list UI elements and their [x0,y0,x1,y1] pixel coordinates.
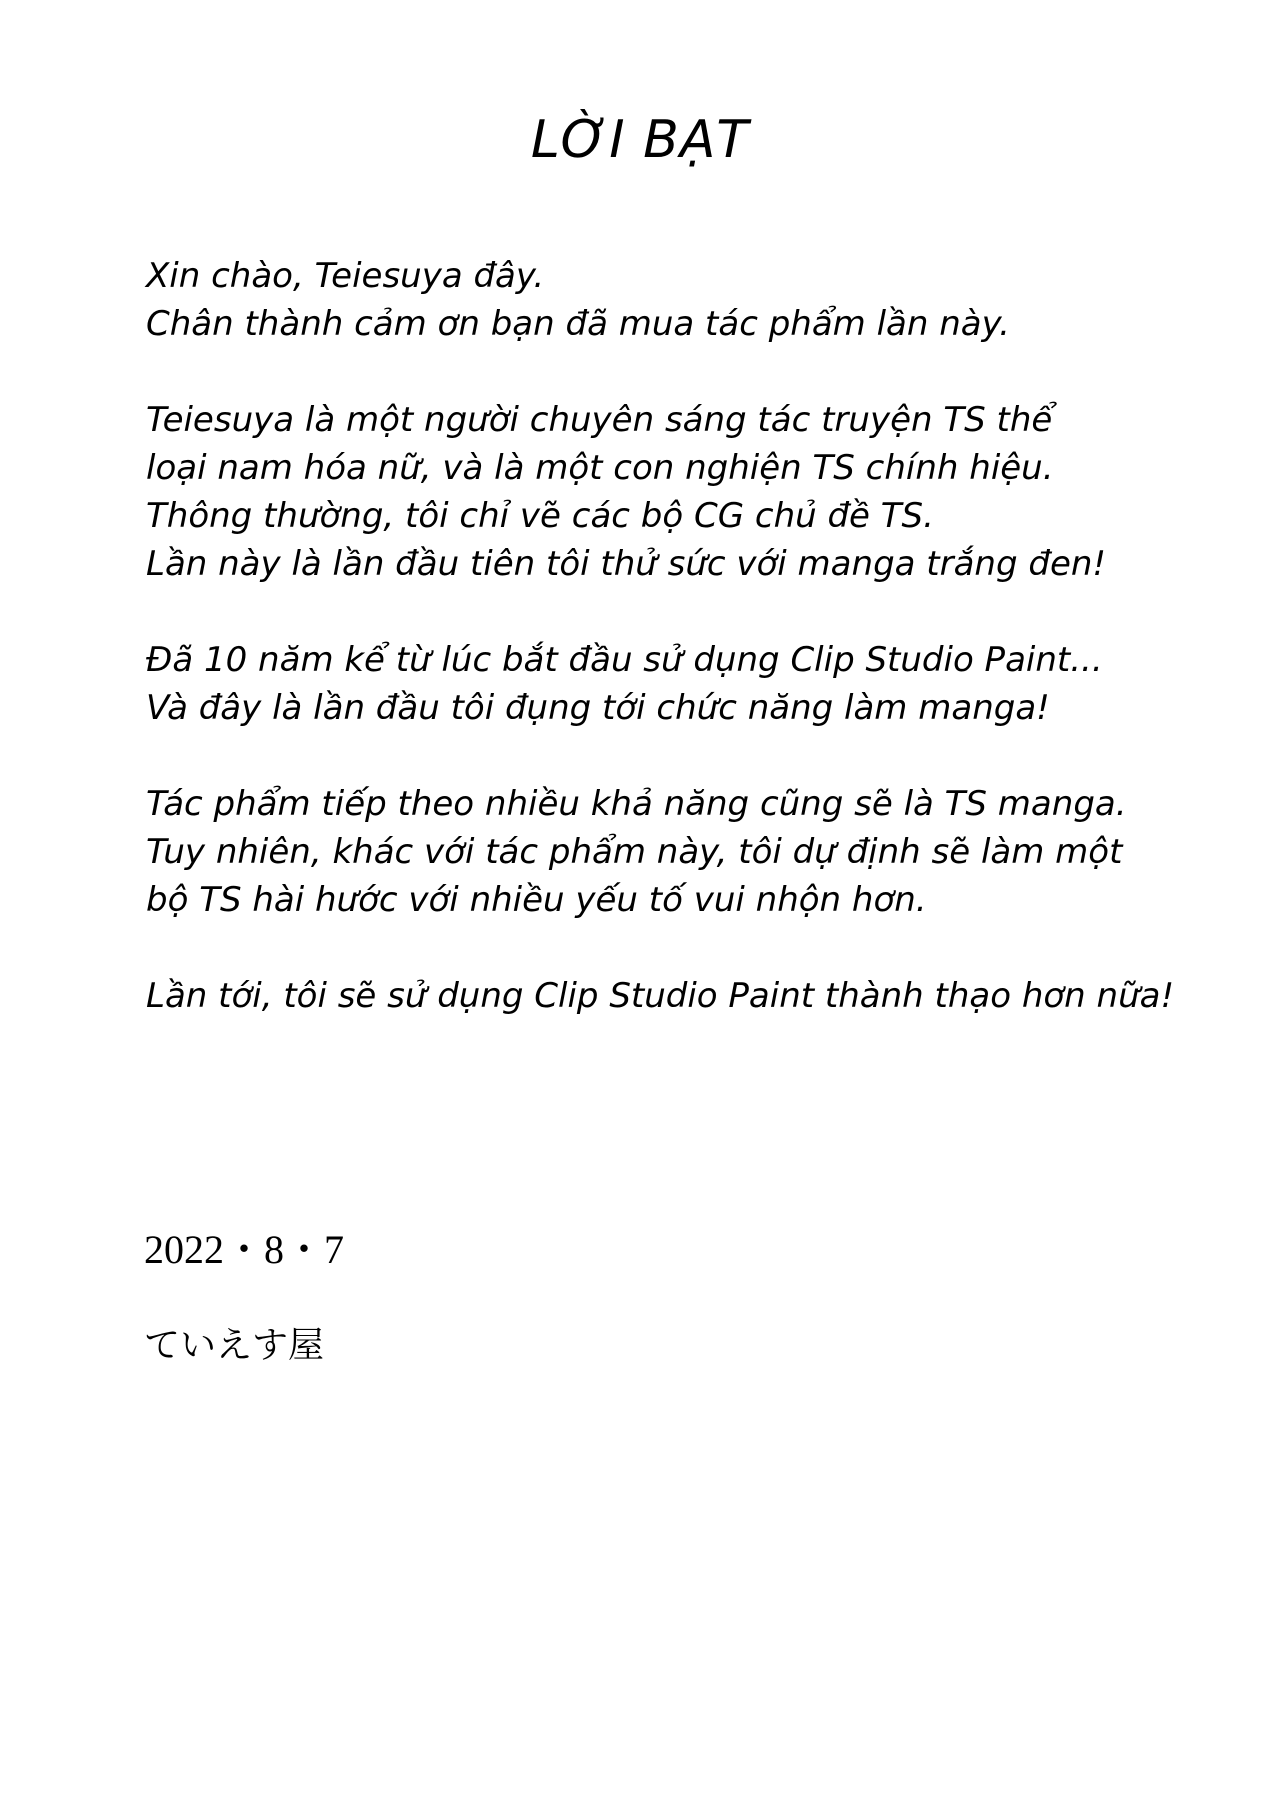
text-line: loại nam hóa nữ, và là một con nghiện TS chính hiệu. [146,448,1054,488]
text-line: Thông thường, tôi chỉ vẽ các bộ CG chủ đề TS. [146,496,934,536]
page-title: LỜI BẠT [530,110,750,170]
paragraph-greeting [146,252,1246,348]
text-line: Chân thành cảm ơn bạn đã mua tác phẩm lần này. [146,304,1010,344]
date-text: 2022・8・7 [144,1227,344,1272]
text-line: bộ TS hài hước với nhiều yếu tố vui nhộn hơn. [146,880,927,920]
paragraph-next-work [146,780,1246,924]
text-line: Xin chào, Teiesuya đây. [146,256,545,296]
afterword-body [146,252,1246,1020]
text-line: Tác phẩm tiếp theo nhiều khả năng cũng sẽ là TS manga. [146,784,1127,824]
text-line: Lần tới, tôi sẽ sử dụng Clip Studio Paint thành thạo hơn nữa! [146,976,1175,1016]
text-line: Lần này là lần đầu tiên tôi thử sức với manga trắng đen! [146,544,1107,584]
text-line: Tuy nhiên, khác với tác phẩm này, tôi dự định sẽ làm một [146,832,1123,872]
paragraph-introduction [146,396,1246,588]
paragraph-clip-studio [146,636,1246,732]
text-line: Và đây là lần đầu tôi đụng tới chức năng làm manga! [146,688,1050,728]
text-line: Teiesuya là một người chuyên sáng tác truyện TS thể [146,400,1053,440]
paragraph-closing [146,972,1246,1020]
text-line: Đã 10 năm kể từ lúc bắt đầu sử dụng Clip Studio Paint... [146,640,1103,680]
author-signature: ていえす屋 [144,1325,325,1366]
